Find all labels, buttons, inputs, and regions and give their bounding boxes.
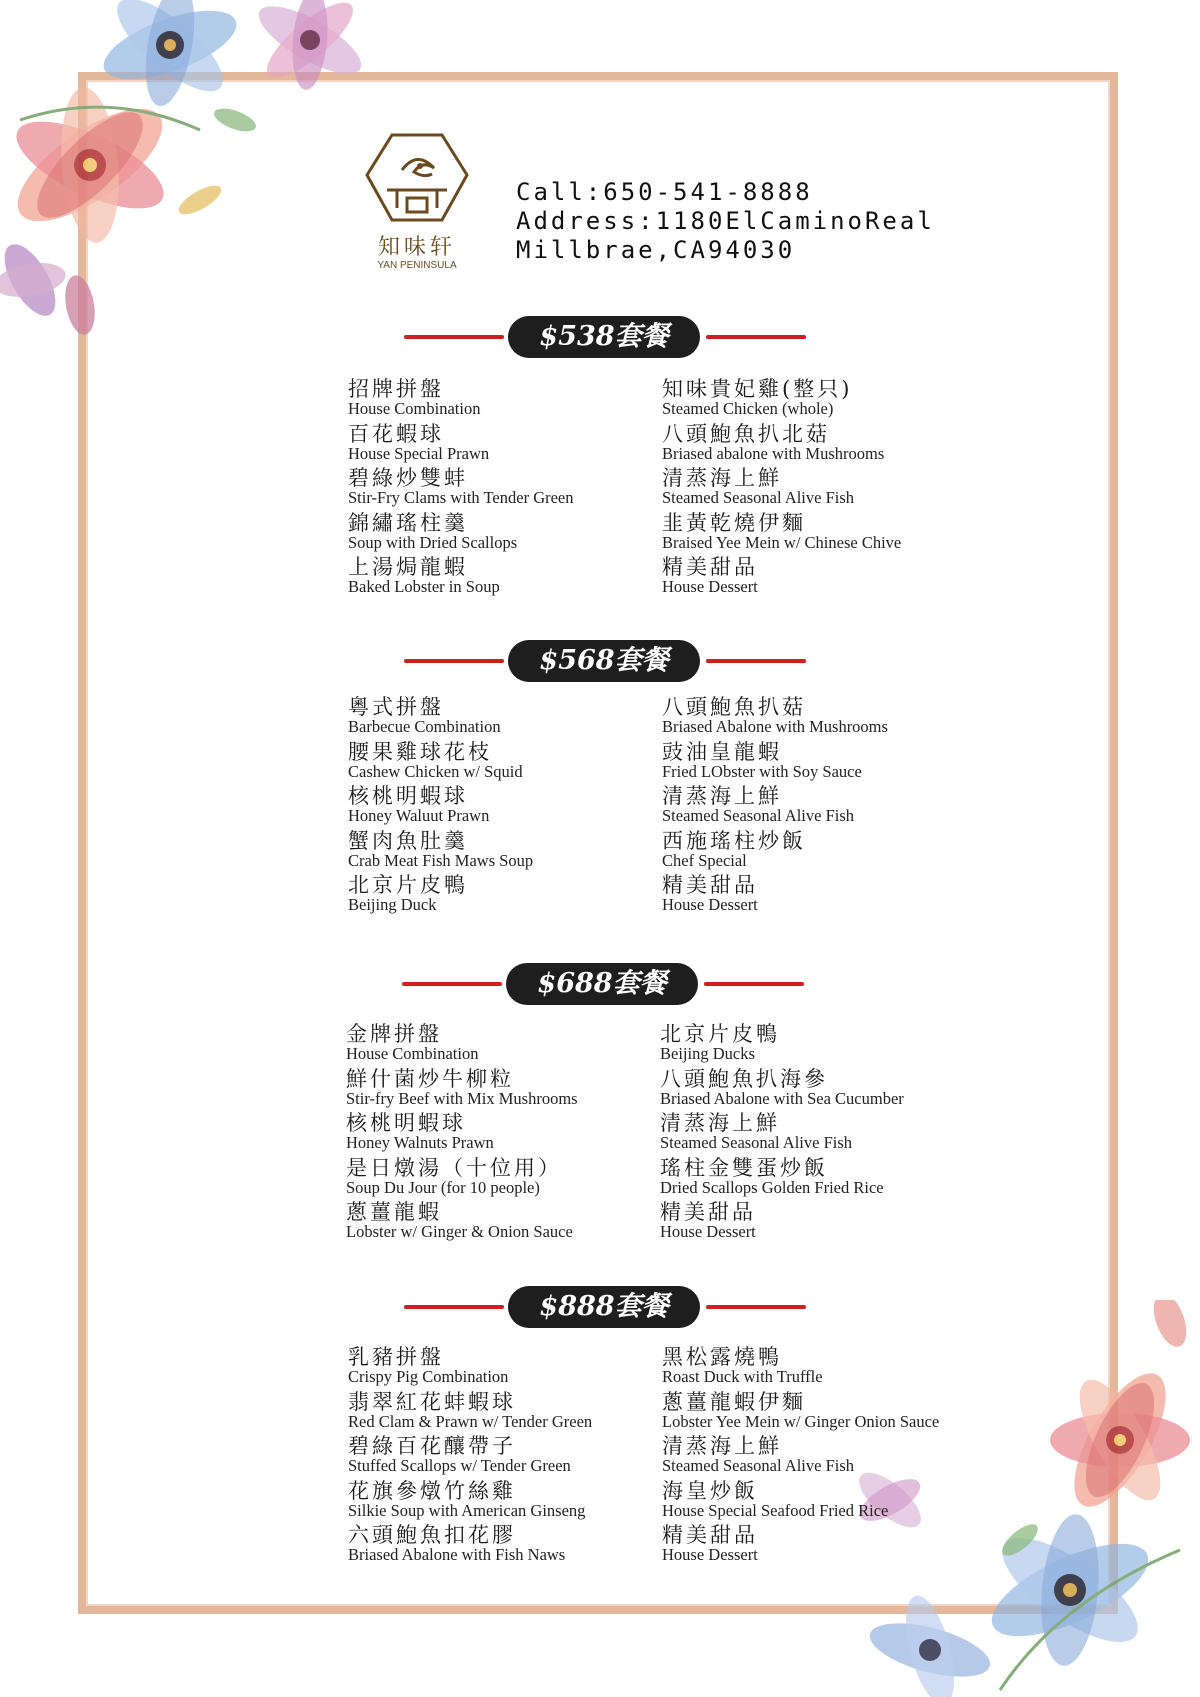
address-line-1: Address:1180ElCaminoReal: [516, 207, 935, 235]
dish-name-en: Stir-fry Beef with Mix Mushrooms: [346, 1088, 578, 1108]
dish-name-cn: 清蒸海上鮮: [662, 784, 782, 808]
dish-name-cn: 精美甜品: [660, 1200, 756, 1224]
dish-name-cn: 精美甜品: [662, 1523, 758, 1547]
dish-item: [662, 1391, 939, 1436]
dish-item: [348, 1435, 592, 1480]
dish-name-cn: 腰果雞球花枝: [348, 739, 492, 764]
dish-item: [660, 1068, 904, 1113]
dish-column-left: [348, 378, 574, 601]
dish-name-cn: 六頭鮑魚扣花膠: [348, 1523, 516, 1547]
dish-name-cn: 翡翠紅花蚌蝦球: [348, 1389, 516, 1414]
dish-item: [348, 1480, 592, 1525]
divider-right: [706, 335, 806, 339]
dish-name-cn: 核桃明蝦球: [346, 1111, 466, 1135]
dish-name-cn: 蔥薑龍蝦伊麵: [662, 1389, 806, 1414]
dish-item: [346, 1023, 578, 1068]
dish-name-cn: 精美甜品: [662, 873, 758, 897]
dish-name-en: Baked Lobster in Soup: [348, 577, 500, 596]
dish-item: [346, 1112, 578, 1157]
dish-name-en: Beijing Ducks: [660, 1044, 755, 1063]
dish-name-en: House Special Prawn: [348, 443, 490, 463]
dish-name-cn: 錦繡瑤柱羹: [348, 510, 468, 535]
dish-item: [662, 1524, 939, 1569]
price-badge: $538套餐: [508, 316, 700, 358]
dish-name-en: Soup Du Jour (for 10 people): [346, 1177, 540, 1197]
dish-name-en: Lobster Yee Mein w/ Ginger Onion Sauce: [662, 1411, 940, 1431]
divider-right: [706, 659, 806, 663]
dish-name-en: Honey Walnuts Prawn: [346, 1133, 494, 1152]
dish-column-right: [662, 696, 888, 919]
dish-name-cn: 碧綠炒雙蚌: [348, 466, 468, 490]
dish-item: [662, 1435, 939, 1480]
dish-name-cn: 黑松露燒鴨: [662, 1345, 782, 1369]
dish-name-en: Barbecue Combination: [348, 717, 501, 736]
dish-item: [662, 556, 901, 601]
price-header: [0, 640, 1200, 682]
dish-item: [660, 1112, 904, 1157]
logo-chinese-name: 知味轩: [377, 235, 456, 260]
dish-name-en: Honey Waluut Prawn: [348, 806, 490, 825]
dish-item: [348, 423, 574, 468]
dish-item: [662, 378, 901, 423]
dish-name-en: Soup with Dried Scallops: [348, 532, 518, 552]
dish-name-cn: 清蒸海上鮮: [660, 1111, 780, 1135]
phone-number: Call:650-541-8888: [516, 178, 813, 206]
divider-right: [706, 1305, 806, 1309]
dish-item: [348, 467, 574, 512]
dish-name-cn: 蟹肉魚肚羹: [348, 828, 468, 853]
divider-left: [404, 335, 504, 339]
dish-name-en: Cashew Chicken w/ Squid: [348, 761, 523, 781]
dish-name-en: Crab Meat Fish Maws Soup: [348, 850, 534, 870]
dish-name-cn: 招牌拼盤: [348, 377, 444, 401]
dish-name-cn: 八頭鮑魚扒菇: [662, 695, 806, 719]
dish-name-en: Steamed Seasonal Alive Fish: [662, 806, 855, 825]
price-badge: $568套餐: [508, 640, 700, 682]
dish-item: [348, 741, 533, 786]
dish-name-en: Briased abalone with Mushrooms: [662, 443, 885, 463]
dish-item: [660, 1023, 904, 1068]
dish-name-cn: 清蒸海上鮮: [662, 1434, 782, 1458]
dish-item: [662, 785, 888, 830]
dish-item: [346, 1157, 578, 1202]
dish-name-cn: 蔥薑龍蝦: [346, 1200, 442, 1224]
dish-item: [348, 1524, 592, 1569]
dish-name-en: Fried LObster with Soy Sauce: [662, 761, 862, 781]
dish-name-en: House Dessert: [660, 1222, 756, 1241]
divider-left: [404, 1305, 504, 1309]
dish-name-en: Roast Duck with Truffle: [662, 1367, 823, 1386]
dish-name-en: Steamed Chicken (whole): [662, 399, 834, 418]
dish-name-cn: 清蒸海上鮮: [662, 466, 782, 490]
dish-item: [662, 874, 888, 919]
dish-name-en: House Dessert: [662, 1545, 758, 1564]
dish-name-en: Silkie Soup with American Ginseng: [348, 1500, 586, 1520]
dish-item: [662, 741, 888, 786]
dish-name-cn: 花旗參燉竹絲雞: [348, 1478, 516, 1503]
dish-name-cn: 西施瑤柱炒飯: [662, 828, 806, 853]
divider-left: [404, 659, 504, 663]
price-badge: $888套餐: [508, 1286, 700, 1328]
price-header: [0, 963, 1200, 1005]
dish-column-right: [662, 1346, 939, 1569]
dish-name-cn: 海皇炒飯: [662, 1478, 758, 1503]
dish-column-right: [662, 378, 901, 601]
dish-column-right: [660, 1023, 904, 1246]
contact-info: [516, 178, 935, 265]
dish-name-cn: 核桃明蝦球: [348, 784, 468, 808]
dish-item: [348, 556, 574, 601]
dish-name-cn: 上湯焗龍蝦: [348, 555, 468, 579]
dish-item: [348, 512, 574, 557]
dish-name-cn: 鮮什菌炒牛柳粒: [346, 1066, 514, 1091]
dish-item: [348, 874, 533, 919]
dish-name-en: Briased Abalone with Sea Cucumber: [660, 1088, 904, 1108]
dish-name-en: Chef Special: [662, 850, 747, 870]
dish-item: [348, 830, 533, 875]
dish-item: [662, 467, 901, 512]
dish-name-cn: 粵式拼盤: [348, 695, 444, 719]
dish-item: [348, 1391, 592, 1436]
logo-english-name: YAN PENINSULA: [377, 260, 457, 271]
price-header: [0, 316, 1200, 358]
dish-item: [662, 1346, 939, 1391]
logo-emblem-icon: [362, 130, 472, 230]
dish-item: [662, 423, 901, 468]
dish-name-en: Briased Abalone with Mushrooms: [662, 717, 888, 736]
dish-name-cn: 八頭鮑魚扒北菇: [662, 421, 830, 446]
price-badge: $688套餐: [506, 963, 698, 1005]
address-line-2: Millbrae,CA94030: [516, 236, 796, 264]
dish-item: [348, 785, 533, 830]
dish-name-cn: 是日燉湯（十位用）: [346, 1155, 562, 1180]
dish-name-cn: 精美甜品: [662, 555, 758, 579]
dish-name-en: Steamed Seasonal Alive Fish: [660, 1133, 853, 1152]
price-header: [0, 1286, 1200, 1328]
divider-right: [704, 982, 804, 986]
dish-name-en: Steamed Seasonal Alive Fish: [662, 488, 855, 507]
dish-item: [660, 1201, 904, 1246]
dish-name-en: Stir-Fry Clams with Tender Green: [348, 488, 574, 507]
dish-name-en: Beijing Duck: [348, 895, 437, 914]
dish-name-cn: 北京片皮鴨: [660, 1022, 780, 1046]
dish-name-en: Briased Abalone with Fish Naws: [348, 1545, 566, 1564]
dish-name-cn: 豉油皇龍蝦: [662, 739, 782, 764]
dish-name-cn: 乳豬拼盤: [348, 1345, 444, 1369]
dish-name-cn: 八頭鮑魚扒海參: [660, 1066, 828, 1091]
dish-name-en: House Dessert: [662, 577, 758, 596]
dish-name-cn: 金牌拼盤: [346, 1022, 442, 1046]
dish-name-en: Lobster w/ Ginger & Onion Sauce: [346, 1222, 573, 1241]
dish-item: [346, 1201, 578, 1246]
dish-name-cn: 百花蝦球: [348, 421, 444, 446]
dish-column-left: [348, 1346, 592, 1569]
dish-name-en: Dried Scallops Golden Fried Rice: [660, 1177, 884, 1197]
dish-name-cn: 韭黃乾燒伊麵: [662, 510, 806, 535]
dish-item: [348, 378, 574, 423]
dish-item: [660, 1157, 904, 1202]
dish-name-cn: 碧綠百花釀帶子: [348, 1434, 516, 1458]
dish-item: [662, 1480, 939, 1525]
dish-name-cn: 北京片皮鴨: [348, 873, 468, 897]
dish-name-en: Steamed Seasonal Alive Fish: [662, 1456, 855, 1475]
dish-name-en: Stuffed Scallops w/ Tender Green: [348, 1456, 571, 1475]
dish-name-en: Red Clam & Prawn w/ Tender Green: [348, 1411, 593, 1431]
divider-left: [402, 982, 502, 986]
dish-name-en: Crispy Pig Combination: [348, 1367, 509, 1386]
dish-item: [348, 696, 533, 741]
dish-item: [348, 1346, 592, 1391]
dish-name-en: House Combination: [348, 399, 481, 418]
dish-item: [662, 512, 901, 557]
dish-name-en: House Combination: [346, 1044, 479, 1063]
dish-column-left: [348, 696, 533, 919]
dish-item: [662, 696, 888, 741]
dish-item: [346, 1068, 578, 1113]
dish-name-en: House Dessert: [662, 895, 758, 914]
flower-decoration-top-left: [0, 0, 420, 370]
dish-name-cn: 知味貴妃雞(整只): [662, 377, 853, 401]
dish-name-en: House Special Seafood Fried Rice: [662, 1500, 889, 1520]
restaurant-logo: [362, 130, 472, 280]
dish-name-en: Braised Yee Mein w/ Chinese Chive: [662, 532, 902, 552]
dish-item: [662, 830, 888, 875]
dish-name-cn: 瑤柱金雙蛋炒飯: [660, 1155, 828, 1180]
dish-column-left: [346, 1023, 578, 1246]
